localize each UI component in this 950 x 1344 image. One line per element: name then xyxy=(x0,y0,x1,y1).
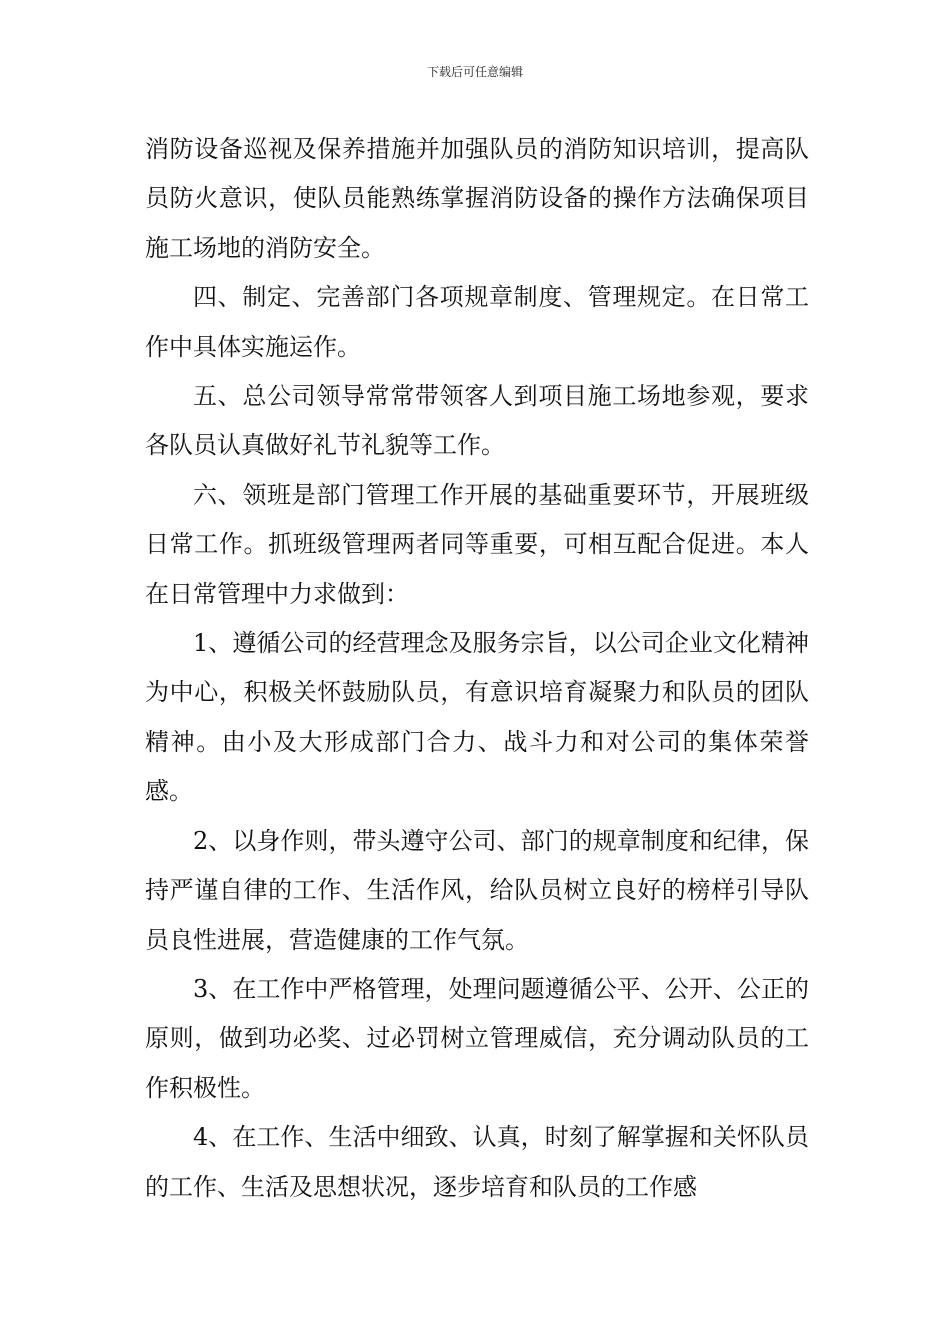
paragraph-point-3: 3、在工作中严格管理，处理问题遵循公平、公开、公正的原则，做到功必奖、过必罚树立管理威信，充分调动队员的工作积极性。 xyxy=(145,974,809,1102)
paragraph-item-five: 五、总公司领导常常带领客人到项目施工场地参观，要求各队员认真做好礼节礼貌等工作。 xyxy=(145,382,809,460)
paragraph-point-4: 4、在工作、生活中细致、认真，时刻了解掌握和关怀队员的工作、生活及思想状况，逐步培育和队员的工作感 xyxy=(145,1123,809,1201)
paragraph-item-six: 六、领班是部门管理工作开展的基础重要环节，开展班级日常工作。抓班级管理两者同等重要，可相互配合促进。本人在日常管理中力求做到： xyxy=(145,480,809,608)
paragraph-point-1: 1、遵循公司的经营理念及服务宗旨，以公司企业文化精神为中心，积极关怀鼓励队员，有意识培育凝聚力和队员的团队精神。由小及大形成部门合力、战斗力和对公司的集体荣誉感。 xyxy=(145,629,809,806)
document-body xyxy=(145,125,809,1212)
page-header-note: 下载后可任意编辑 xyxy=(426,65,523,79)
paragraph-point-2: 2、以身作则，带头遵守公司、部门的规章制度和纪律，保持严谨自律的工作、生活作风，给队员树立良好的榜样引导队员良性进展，营造健康的工作气氛。 xyxy=(145,826,809,954)
paragraph-fire-safety: 消防设备巡视及保养措施并加强队员的消防知识培训，提高队员防火意识，使队员能熟练掌握消防设备的操作方法确保项目施工场地的消防安全。 xyxy=(145,135,809,262)
paragraph-item-four: 四、制定、完善部门各项规章制度、管理规定。在日常工作中具体实施运作。 xyxy=(145,283,809,361)
